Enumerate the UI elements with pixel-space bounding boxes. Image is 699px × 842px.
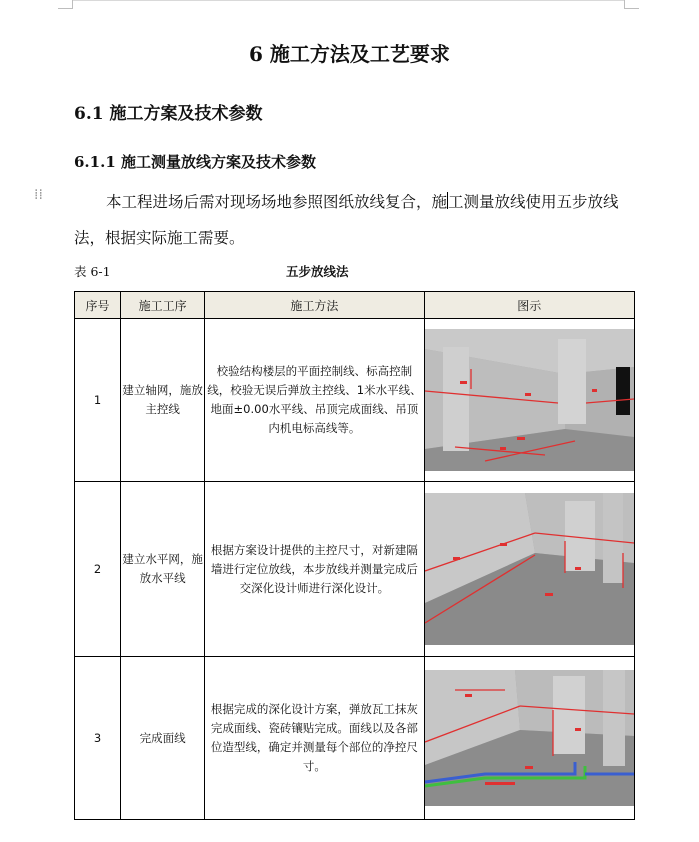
table-row: [75, 657, 635, 820]
table-row: [75, 482, 635, 657]
cell-no: 3: [75, 657, 121, 820]
header-step: 施工工序: [121, 292, 205, 319]
header-method: 施工方法: [205, 292, 424, 319]
table-header-row: [75, 292, 635, 319]
cell-no: 2: [75, 482, 121, 657]
table-number: 表 6-1: [74, 264, 111, 279]
drag-handle-icon[interactable]: ⁞⁞: [34, 187, 43, 203]
chapter-title: 6 施工方法及工艺要求: [249, 42, 450, 66]
cell-method: 校验结构楼层的平面控制线、标高控制线，校验无误后弹放主控线、1米水平线、地面±0.00水平线、吊顶完成面线、吊顶内机电标高线等。: [205, 319, 424, 482]
cell-step: 建立轴网，施放主控线: [121, 319, 205, 482]
page-corner-marks: [0, 0, 699, 10]
table-caption: [74, 262, 634, 280]
table-row: [75, 319, 635, 482]
cell-step: 建立水平网，施放水平线: [121, 482, 205, 657]
body-paragraph[interactable]: [74, 184, 634, 256]
subsection-heading: 6.1.1 施工测量放线方案及技术参数: [74, 153, 316, 171]
cell-step: 完成面线: [121, 657, 205, 820]
section-heading: 6.1 施工方案及技术参数: [74, 104, 263, 124]
cell-method: 根据方案设计提供的主控尺寸，对新建隔墙进行定位放线，本步放线并测量完成后交深化设计师进行深化设计。: [205, 482, 424, 657]
construction-photo-2: [425, 493, 634, 645]
table-title: 五步放线法: [286, 264, 349, 279]
cell-method: 根据完成的深化设计方案，弹放瓦工抹灰完成面线、瓷砖镶贴完成。面线以及各部位造型线，确定并测量每个部位的净控尺寸。: [205, 657, 424, 820]
header-no: 序号: [75, 292, 121, 319]
construction-photo-3: [425, 670, 634, 806]
construction-photo-1: [425, 329, 634, 471]
header-image: 图示: [424, 292, 634, 319]
page-corner-left: [58, 0, 73, 9]
page-corner-right: [624, 0, 639, 9]
page-top-edge: [73, 0, 625, 1]
five-step-table: [74, 291, 635, 820]
paragraph-text-before-caret: 本工程进场后需对现场场地参照图纸放线复合，施: [106, 193, 448, 211]
cell-no: 1: [75, 319, 121, 482]
paragraph-text-after-caret: 工测量放线使用五步放线法，根据实际施工需要。: [74, 193, 619, 247]
